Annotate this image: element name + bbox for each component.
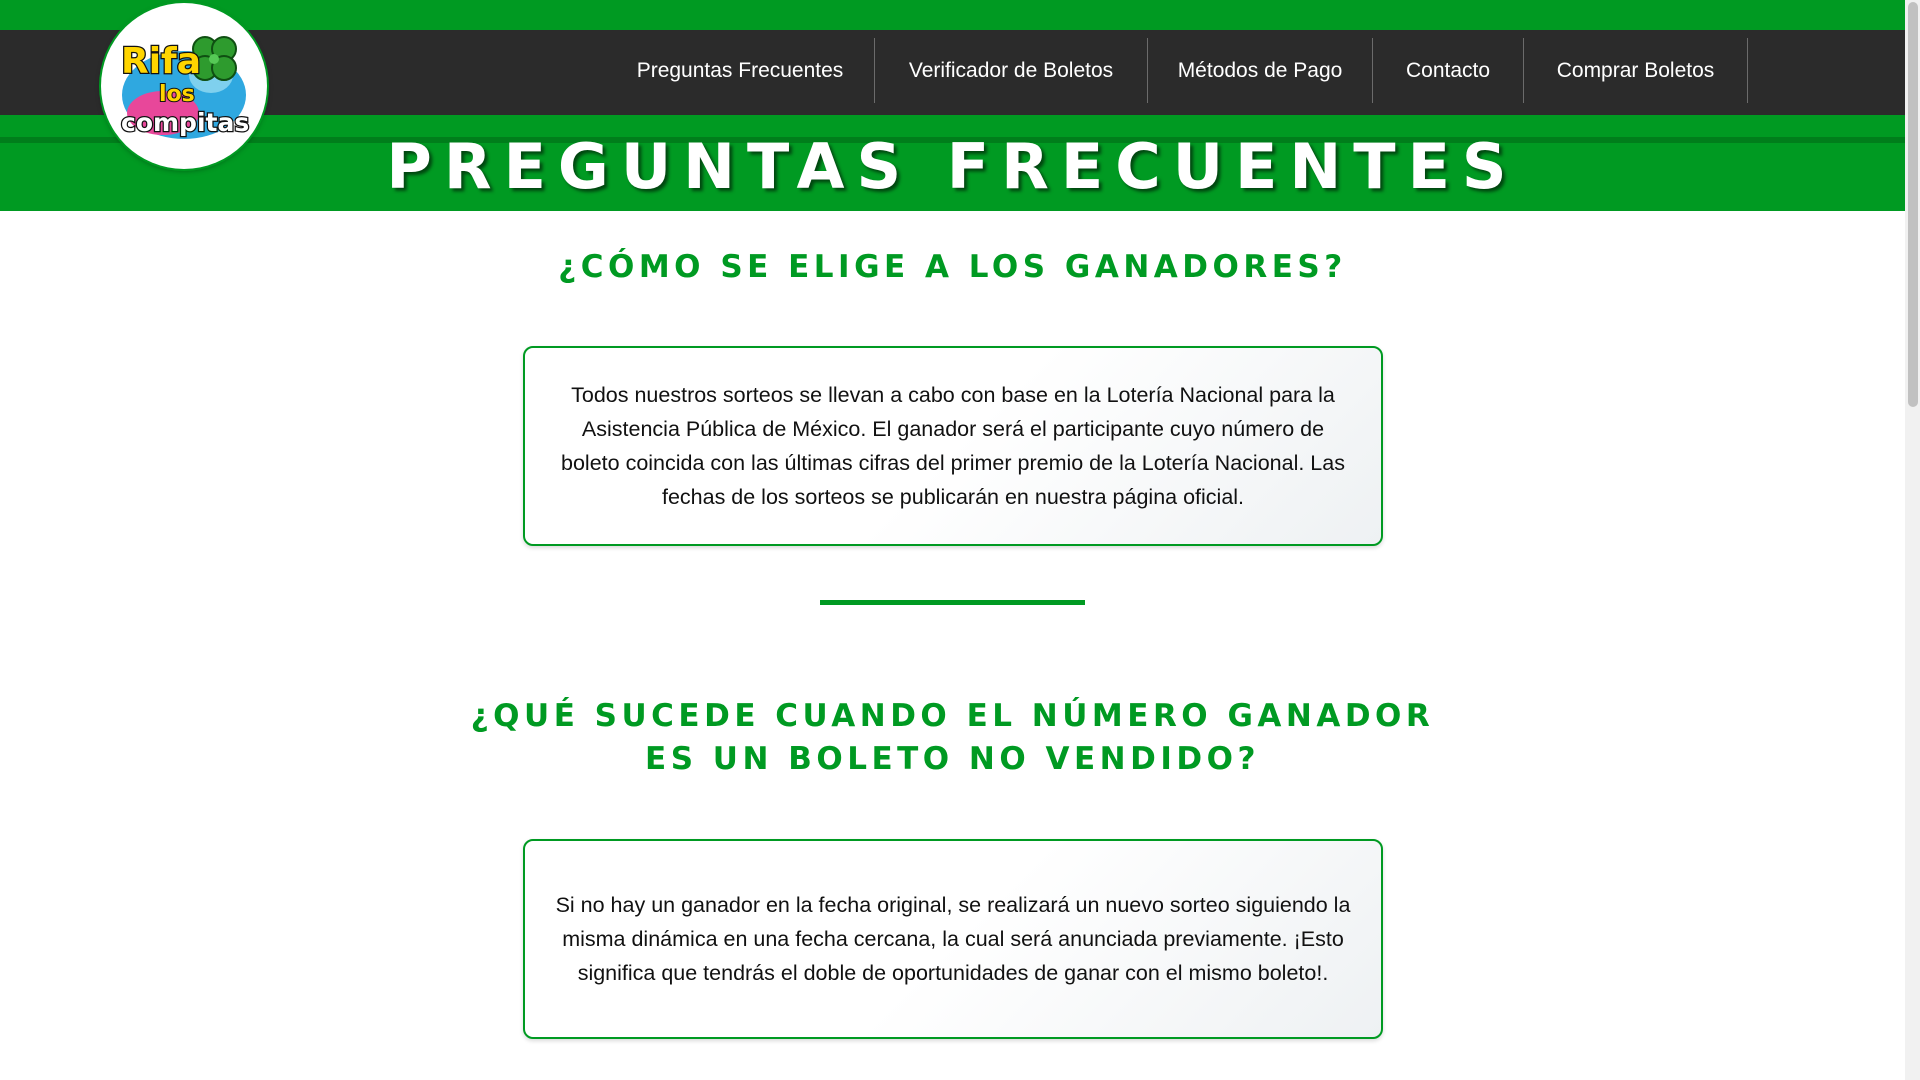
hero-banner: [0, 115, 1905, 211]
main-menu: [606, 38, 1748, 103]
logo-text-compitas: compitas: [121, 108, 250, 137]
faq-answer-2: Si no hay un ganador en la fecha original, se realizará un nuevo sorteo siguiendo la misma dinámica en una fecha cercana, la cual será anunciada previamente. ¡Esto significa que tendrás el doble de oportunidades de ganar con el mismo boleto!.: [555, 893, 1351, 985]
top-green-strip: [0, 0, 1905, 30]
faq-answer-1: Todos nuestros sorteos se llevan a cabo con base en la Lotería Nacional para la Asistencia Pública de México. El ganador será el participante cuyo número de boleto coincida con las últimas cifras del primer premio de la Lotería Nacional. Las fechas de los sorteos se publicarán en nuestra página oficial.: [561, 383, 1345, 509]
section-divider: [820, 600, 1085, 605]
nav-item-preguntas-frecuentes[interactable]: Preguntas Frecuentes: [606, 38, 875, 103]
faq-answer-box-1: [523, 346, 1383, 546]
clover-logo-icon: [101, 3, 267, 169]
nav-item-comprar-boletos[interactable]: Comprar Boletos: [1524, 38, 1748, 103]
faq-answer-box-2: [523, 839, 1383, 1039]
faq-question-1: ¿CÓMO SE ELIGE A LOS GANADORES?: [558, 249, 1347, 285]
logo-text-los: los: [159, 82, 195, 107]
nav-item-metodos-de-pago[interactable]: Métodos de Pago: [1148, 38, 1373, 103]
logo-text-rifa: Rifa: [121, 41, 202, 82]
faq-question-2: ¿QUÉ SUCEDE CUANDO EL NÚMERO GANADOR ES UN BOLETO NO VENDIDO?: [470, 698, 1435, 777]
site-logo[interactable]: [101, 3, 267, 169]
top-navigation-bar: [0, 30, 1905, 115]
nav-item-verificador-de-boletos[interactable]: Verificador de Boletos: [875, 38, 1148, 103]
page-title: PREGUNTAS FRECUENTES: [386, 130, 1519, 203]
scrollbar-thumb[interactable]: [1908, 2, 1918, 407]
nav-item-contacto[interactable]: Contacto: [1373, 38, 1524, 103]
